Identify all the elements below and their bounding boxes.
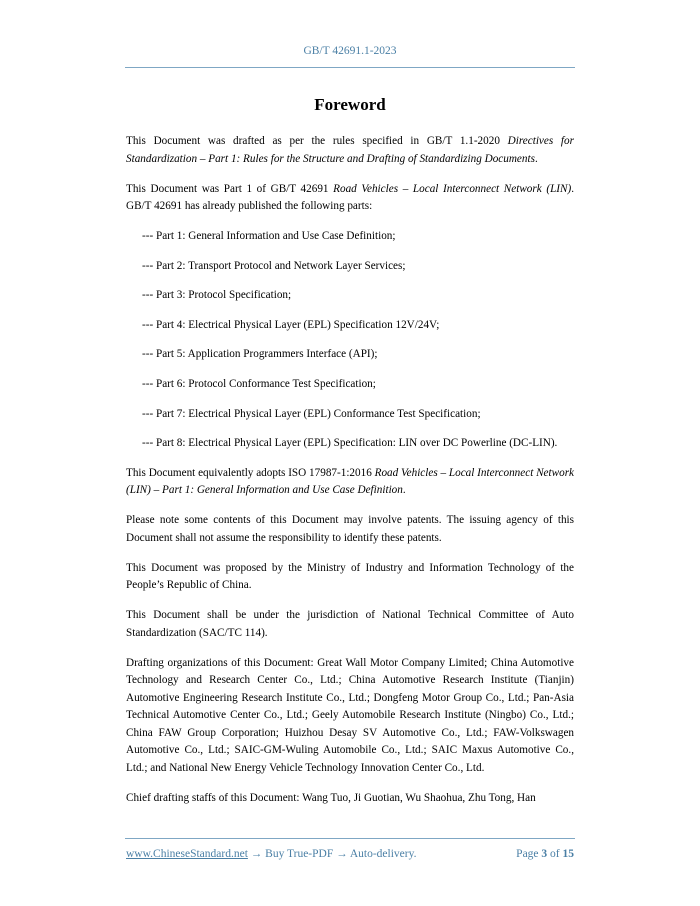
paragraph-drafting-rules	[126, 133, 574, 168]
text-run: This Document was drafted as per the rules specified in GB/T 1.1-2020	[126, 135, 508, 147]
text-run: .	[534, 152, 538, 165]
list-item-part-8: --- Part 8: Electrical Physical Layer (EPL) Specification: LIN over DC Powerline (DC-LIN).	[142, 437, 558, 450]
footer-promo	[126, 848, 416, 860]
paragraph-series	[126, 181, 574, 216]
list-item-part-1: --- Part 1: General Information and Use Case Definition;	[142, 230, 396, 242]
paragraph-proposer: This Document was proposed by the Ministry of Industry and Information Technology of the People’s Republic of China.	[126, 561, 574, 592]
footer-divider	[125, 838, 575, 839]
page-number: 3	[541, 848, 548, 860]
of-label: of	[547, 848, 563, 860]
page-footer	[126, 848, 574, 860]
list-item-part-3: --- Part 3: Protocol Specification;	[142, 289, 292, 302]
list-item-part-2: --- Part 2: Transport Protocol and Network Layer Services;	[142, 259, 406, 272]
list-item-part-6: --- Part 6: Protocol Conformance Test Specification;	[142, 377, 376, 390]
iso-title: Road Vehicles – Local Interconnect Network (LIN) – Part 1: General Information and Use Case Definition	[126, 466, 575, 497]
text-run: . GB/T 42691 has already published the following parts:	[126, 182, 574, 212]
header-divider	[125, 67, 575, 68]
list-item-part-5: --- Part 5: Application Programmers Interface (API);	[142, 348, 378, 361]
list-item-part-4: --- Part 4: Electrical Physical Layer (EPL) Specification 12V/24V;	[142, 318, 440, 331]
standard-title: Directives for Standardization – Part 1: Rules for the Structure and Drafting of Standardizing Documents	[126, 135, 574, 165]
running-header: GB/T 42691.1-2023	[303, 45, 397, 57]
promo-text: → Buy True-PDF → Auto-delivery.	[247, 848, 417, 860]
paragraph-patents: Please note some contents of this Document may involve patents. The issuing agency of this Document shall not assume the responsibility to identify these patents.	[126, 514, 574, 544]
text-run: This Document equivalently adopts ISO 17987-1:2016	[126, 466, 375, 479]
page-title: Foreword	[314, 95, 386, 114]
series-title: Road Vehicles – Local Interconnect Network (LIN)	[333, 182, 572, 195]
paragraph-jurisdiction: This Document shall be under the jurisdiction of National Technical Committee of Auto Standardization (SAC/TC 114).	[126, 609, 574, 639]
website-link[interactable]: www.ChineseStandard.net	[126, 848, 248, 860]
page-indicator	[516, 848, 574, 860]
foreword-body	[126, 133, 574, 820]
page-label: Page	[516, 848, 542, 860]
text-run: This Document was Part 1 of GB/T 42691	[126, 182, 334, 195]
page-total: 15	[562, 848, 574, 860]
paragraph-drafting-staff: Chief drafting staffs of this Document: Wang Tuo, Ji Guotian, Wu Shaohua, Zhu Tong, Han	[126, 791, 536, 804]
paragraph-drafting-organizations: Drafting organizations of this Document: Great Wall Motor Company Limited; China Automotive Technology and Research Center Co., Ltd.; China Automotive Research Institute (Tianjin) Automotive Engineering Research Institute Co., Ltd.; Dongfeng Motor Group Co., Ltd.; Pan-Asia Technical Automotive Center Co., Ltd.; Geely Automobile Research Institute (Ningbo) Co., Ltd.; China FAW Group Corporation; Huizhou Desay SV Automotive Co., Ltd.; FAW-Volkswagen Automotive Co., Ltd.; SAIC-GM-Wuling Automobile Co., Ltd.; SAIC Maxus Automotive Co., Ltd.; and National New Energy Vehicle Technology Innovation Center Co., Ltd.	[126, 656, 574, 774]
list-item-part-7: --- Part 7: Electrical Physical Layer (EPL) Conformance Test Specification;	[142, 407, 481, 420]
paragraph-adoption	[126, 465, 574, 500]
text-run: .	[402, 484, 406, 497]
